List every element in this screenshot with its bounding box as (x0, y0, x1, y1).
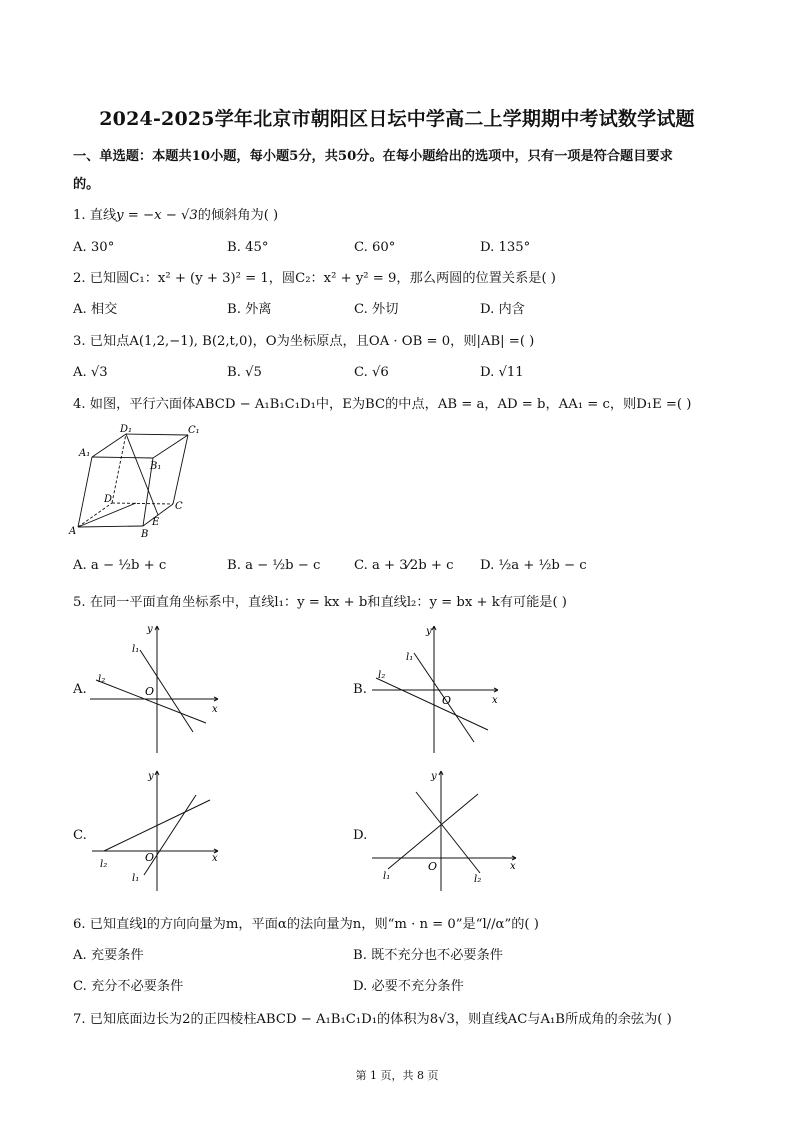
label-x: x (212, 704, 218, 715)
q5-option-a-label: A. (73, 682, 87, 697)
label-y: y (148, 771, 154, 782)
edge-dc (112, 503, 173, 504)
label-d: D (104, 494, 113, 505)
label-x: x (510, 861, 516, 872)
label-x: x (212, 853, 218, 864)
q6-option-d: D. 必要不充分条件 (353, 979, 464, 994)
question-2: 2. 已知圆C₁：x² + (y + 3)² = 1，圆C₂：x² + y² = 9，那么两圆的位置关系是( ) (73, 271, 556, 286)
question-5: 5. 在同一平面直角坐标系中，直线l₁：y = kx + b和直线l₂：y = bx + k有可能是( ) (73, 595, 567, 610)
q1-option-c: C. 60° (354, 240, 396, 255)
q3-option-a: A. √3 (73, 365, 108, 380)
label-y: y (431, 771, 437, 782)
label-a1: A₁ (79, 448, 91, 459)
label-c: C (175, 501, 183, 512)
graph-b (370, 620, 500, 755)
page-footer: 第 1 页，共 8 页 (355, 1069, 439, 1082)
label-y: y (147, 624, 153, 635)
q1-equation: y = −x − √3 (116, 208, 198, 223)
q4-option-b: B. a − ½b − c (227, 558, 321, 573)
graph-c (90, 765, 220, 893)
question-6: 6. 已知直线l的方向向量为m，平面α的法向量为n，则“m · n = 0”是“l//α”的( ) (73, 917, 539, 932)
graph-a (90, 620, 220, 755)
edge-cc1 (173, 435, 188, 504)
q1-option-b: B. 45° (227, 240, 269, 255)
q4-option-c: C. a + 3⁄2b + c (354, 558, 454, 573)
q2-option-d: D. 内含 (480, 302, 525, 317)
label-l1: l₁ (383, 871, 391, 882)
label-c1: C₁ (188, 425, 200, 436)
q5-option-b-label: B. (353, 682, 367, 697)
q6-option-b: B. 既不充分也不必要条件 (353, 948, 503, 963)
edge-dd1 (112, 434, 126, 503)
q4-option-a: A. a − ½b + c (73, 558, 167, 573)
label-e: E (152, 517, 160, 528)
q1-pre: 1. 直线 (73, 208, 117, 223)
label-l2: l₂ (100, 859, 108, 870)
line-l2 (376, 678, 488, 730)
label-l1: l₁ (132, 873, 140, 884)
label-a: A (69, 526, 77, 537)
edge-b1c1 (153, 435, 188, 458)
graph-d (370, 765, 520, 893)
segment-d1e (126, 434, 158, 515)
q1-option-d: D. 135° (480, 240, 531, 255)
label-l1: l₁ (132, 644, 140, 655)
edge-a1d1 (92, 434, 126, 457)
edge-aa1 (78, 457, 92, 527)
q1-option-a: A. 30° (73, 240, 115, 255)
q5-option-d-label: D. (353, 828, 368, 843)
section-heading: 一、单选题：本题共10小题，每小题5分，共50分。在每小题给出的选项中，只有一项是符合题目要求 (73, 149, 673, 164)
q6-option-c: C. 充分不必要条件 (73, 979, 184, 994)
label-o: O (442, 694, 452, 707)
q3-option-c: C. √6 (354, 365, 389, 380)
edge-a1b1 (92, 457, 153, 458)
label-l2: l₂ (98, 674, 106, 685)
parallelepiped-figure (66, 420, 216, 545)
question-1 (73, 207, 278, 225)
page-title: 2024-2025学年北京市朝阳区日坛中学高二上学期期中考试数学试题 (99, 108, 695, 130)
label-b: B (141, 529, 149, 540)
q2-option-a: A. 相交 (73, 302, 118, 317)
question-7: 7. 已知底面边长为2的正四棱柱ABCD − A₁B₁C₁D₁的体积为8√3，则直线AC与A₁B所成角的余弦为( ) (73, 1012, 672, 1027)
q3-option-b: B. √5 (227, 365, 262, 380)
q2-option-b: B. 外离 (227, 302, 272, 317)
q6-option-a: A. 充要条件 (73, 948, 144, 963)
label-x: x (492, 695, 498, 706)
q4-option-d: D. ½a + ½b − c (480, 558, 587, 573)
label-y: y (426, 626, 432, 637)
label-o: O (428, 860, 438, 873)
label-d1: D₁ (120, 424, 133, 435)
edge-d1c1 (126, 434, 188, 435)
question-4: 4. 如图，平行六面体ABCD − A₁B₁C₁D₁中，E为BC的中点，AB = a，AD = b，AA₁ = c，则D₁E =( ) (73, 397, 692, 412)
q5-option-c-label: C. (73, 828, 87, 843)
question-3: 3. 已知点A(1,2,−1), B(2,t,0)，O为坐标原点，且OA · OB = 0，则|AB| =( ) (73, 334, 535, 349)
line-l2 (416, 792, 480, 873)
q2-option-c: C. 外切 (354, 302, 399, 317)
label-b1: B₁ (150, 461, 162, 472)
q1-post: 的倾斜角为( ) (197, 208, 279, 223)
section-heading-cont: 的。 (73, 177, 100, 192)
edge-a-b (78, 526, 143, 527)
q3-option-d: D. √11 (480, 365, 524, 380)
label-o: O (145, 851, 155, 864)
label-l1: l₁ (406, 652, 414, 663)
label-l2: l₂ (378, 670, 386, 681)
label-l2: l₂ (474, 874, 482, 885)
label-o: O (145, 685, 155, 698)
